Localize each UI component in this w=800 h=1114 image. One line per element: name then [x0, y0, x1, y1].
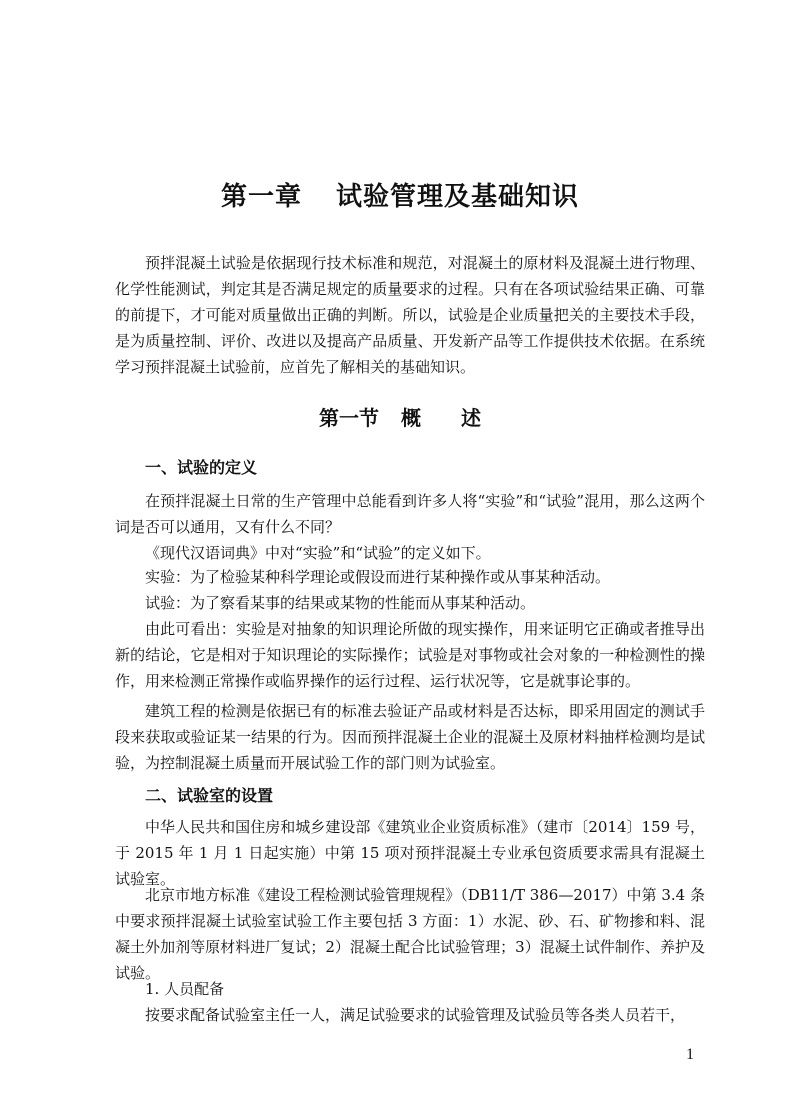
intro-paragraph: 预拌混凝土试验是依据现行技术标准和规范，对混凝土的原材料及混凝土进行物理、化学性能测试，判定其是否满足规定的质量要求的过程。只有在各项试验结果正确、可靠的前提下，才可能对质量做出正确的判断。所以，试验是企业质量把关的主要技术手段，是为质量控制、评价、改进以及提高产品质量、开发新产品等工作提供技术依据。在系统学习预拌混凝土试验前，应首先了解相关的基础知识。: [115, 254, 705, 376]
paragraph: 北京市地方标准《建设工程检测试验管理规程》（DB11/T 386—2017）中第 3.4 条中要求预拌混凝土试验室试验工作主要包括 3 方面：1）水泥、砂、石、矿物掺和料、混凝土外加剂等原材料进厂复试；2）混凝土配合比试验管理；3）混凝土试件制作、养护及试验。: [115, 886, 705, 982]
paragraph: 《现代汉语词典》中对“实验”和“试验”的定义如下。: [145, 544, 491, 562]
paragraph: 中华人民共和国住房和城乡建设部《建筑业企业资质标准》（建市〔2014〕159 号，于 2015 年 1 月 1 日起实施）中第 15 项对预拌混凝土专业承包资质要求需具有混凝土试验室。: [115, 818, 705, 888]
paragraph: 试验：为了察看某事的结果或某物的性能而从事某种活动。: [145, 594, 536, 612]
chapter-name: 试验管理及基础知识: [336, 182, 580, 212]
section-number: 第一节: [319, 406, 379, 430]
paragraph: 实验：为了检验某种科学理论或假设而进行某种操作或从事某种活动。: [145, 568, 611, 586]
paragraph: 1. 人员配备: [145, 980, 225, 998]
paragraph: 由此可看出：实验是对抽象的知识理论所做的现实操作，用来证明它正确或者推导出新的结论，它是相对于知识理论的实际操作；试验是对事物或社会对象的一种检测性的操作，用来检测正常操作或临界操作的运行过程、运行状况等，它是就事论事的。: [115, 620, 705, 690]
paragraph: 建筑工程的检测是依据已有的标准去验证产品或材料是否达标，即采用固定的测试手段来获取或验证某一结果的行为。因而预拌混凝土企业的混凝土及原材料抽样检测均是试验，为控制混凝土质量而开展试验工作的部门则为试验室。: [115, 702, 705, 772]
paragraph: 在预拌混凝土日常的生产管理中总能看到许多人将“实验”和“试验”混用，那么这两个词是否可以通用，又有什么不同？: [115, 492, 705, 536]
page-number: 1: [686, 1046, 694, 1063]
section-title-part2: 述: [461, 406, 481, 430]
subsection-heading-definition: 一、试验的定义: [145, 458, 258, 477]
chapter-title: [0, 176, 800, 213]
chapter-number: 第一章: [220, 182, 302, 212]
section-title: [0, 402, 800, 431]
subsection-heading-lab-setup: 二、试验室的设置: [145, 786, 274, 805]
section-title-part1: 概: [401, 406, 421, 430]
paragraph: 按要求配备试验室主任一人，满足试验要求的试验管理及试验员等各类人员若干，: [145, 1006, 686, 1024]
